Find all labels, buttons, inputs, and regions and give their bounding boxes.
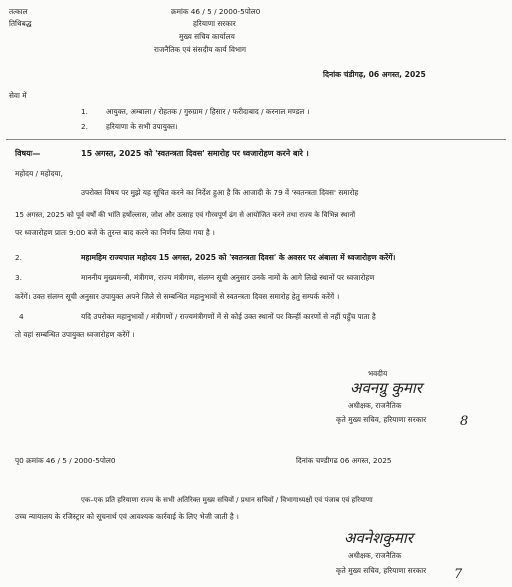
paragraph-number: 3. (15, 273, 22, 282)
subject-text: 15 अगस्त, 2025 को 'स्वतन्त्रता दिवस' समारोह पर ध्वजारोहण करने बारे । (81, 149, 309, 158)
addressee-item: आयुक्त, अम्बाला / रोहतक / गुरुग्राम / हिसार / फरीदाबाद / करनाल मण्डल । (106, 107, 310, 116)
designation: अधीक्षक, राजनैतिक (348, 401, 402, 410)
bhavdiya: भवदीय (368, 369, 388, 378)
endorsement-date: दिनांक चण्डीगढ 06 अगस्त, 2025 (296, 456, 392, 465)
addressee-item: हरियाणा के सभी उपायुक्त। (106, 122, 178, 131)
dated-label: तिथिबद्ध (9, 19, 32, 28)
ref-number: क्रमांक 46 / 5 / 2000-5पोल0 (171, 7, 261, 16)
paragraph-number: 4 (19, 312, 24, 321)
designation: अधीक्षक, राजनैतिक (348, 551, 402, 560)
signature: अवनेशकुमार (344, 529, 413, 547)
signatory-office: कृते मुख्य सचिव, हरियाणा सरकार (336, 415, 427, 424)
subject-label: विषयः— (15, 149, 41, 158)
initials: 8 (460, 414, 469, 429)
endorsement-ref: पृ0 क्रमांक 46 / 5 / 2000-5पोल0 (15, 456, 116, 465)
office-name: मुख्य सचिव कार्यालय (179, 32, 235, 41)
endorsement-line: एक–एक प्रति हरियाणा राज्य के सभी अतिरिक्त मुख्य सचिवों / प्रधान सचिवों / विभागाध्यक्षों एवं पंजाब एवं हरियाणा (81, 496, 373, 504)
paragraph-line: महामहिम राज्यपाल महोदय 15 अगस्त, 2025 को 'स्वतन्त्रता दिवस' के अवसर पर अंबाला में ध्वजारोहण करेंगें। (81, 253, 396, 262)
paragraph-line: करेंगें। उक्त संलग्न सूची अनुसार उपायुक्त अपने जिले से सम्बन्धित महानुभावों से स्वतन्त्रता दिवस समारोह हेतु सम्पर्क करेंगें । (15, 292, 340, 301)
seva-me: सेवा में (9, 91, 27, 100)
salutation: महोदय / महोदया, (15, 169, 63, 178)
initials: 7 (454, 567, 463, 582)
urgency-label: तत्काल (9, 7, 28, 16)
paragraph-line: माननीय मुख्यमन्त्री, मंत्रीगण, राज्य मंत्रीगण, संलग्न सूची अनुसार उनके नामों के आगे लिखे स्थानों पर ध्वजारोहण (81, 273, 375, 282)
department-name: राजनैतिक एवं संसदीय कार्य विभाग (154, 45, 247, 54)
endorsement-line: उच्च न्यायालय के रजिस्ट्रार को सूचनार्थ एवं आवश्यक कार्रवाई के लिए भेजी जाती है । (15, 512, 239, 521)
paragraph-number: 2. (15, 253, 22, 262)
paragraph-line: उपरोक्त विषय पर मुझे यह सूचित करने का निर्देश हुआ है कि आजादी के 79 वें 'स्वतन्त्रता दिवस' समारोह (81, 188, 359, 197)
addressee-number: 2. (81, 122, 88, 131)
govt-name: हरियाणा सरकार (193, 19, 236, 28)
paragraph-line: यदि उपरोक्त महानुभावों / मंत्रीगणों / राज्यमंत्रीगणों में से कोई उक्त स्थानों पर किन्हीं कारणों से नहीं पहुँच पाता है (81, 312, 376, 321)
divider (6, 139, 506, 140)
signature: अवनग्रु कुमार (350, 379, 422, 397)
paragraph-line: तो वहां सम्बन्धित उपायुक्त ध्वजारोहण करेंगें । (15, 330, 135, 339)
paragraph-line: पर ध्वजारोहण प्रातः 9:00 बजे के तुरन्त बाद करने का निर्णय लिया गया है । (15, 228, 215, 237)
signatory-office: कृते मुख्य सचिव, हरियाणा सरकार (336, 566, 427, 575)
paragraph-line: 15 अगस्त, 2025 को पूर्व वर्षों की भांति हर्षोल्लास, जोश और उत्साह एवं गौरवपूर्ण ढंग से आयोजित करने तथा राज्य के विभिन्न स्थानों (15, 211, 356, 219)
letter-date: दिनांक चंडीगढ़, 06 अगस्त, 2025 (323, 70, 426, 79)
addressee-number: 1. (81, 107, 88, 116)
